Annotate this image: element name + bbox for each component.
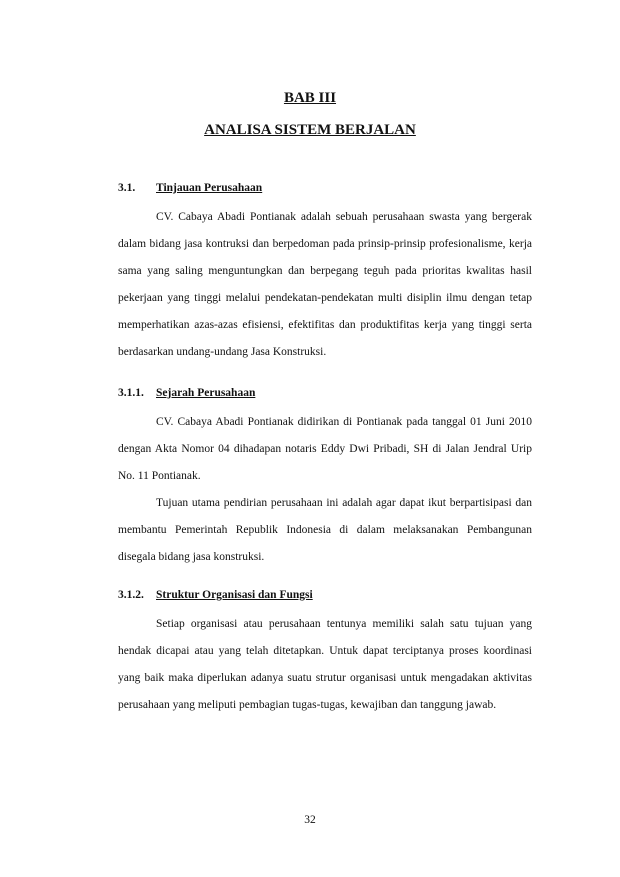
section-title: Struktur Organisasi dan Fungsi [156,589,313,601]
section-number: 3.1. [118,182,136,194]
paragraph: CV. Cabaya Abadi Pontianak adalah sebuah perusahaan swasta yang bergerak dalam bidang jasa kontruksi dan berpedoman pada prinsip-prinsip profesionalisme, kerja sama yang saling menguntungkan dan berpegang teguh pada prioritas kwalitas hasil pekerjaan yang tinggi melalui pendekatan-pendekatan multi disiplin ilmu dengan tetap memperhatikan azas-azas efisiensi, efektifitas dan produktifitas kerja yang tinggi serta berdasarkan undang-undang Jasa Konstruksi. [118,211,532,358]
section-number: 3.1.1. [118,387,144,399]
paragraph: Setiap organisasi atau perusahaan tentunya memiliki salah satu tujuan yang hendak dicapai atau yang telah ditetapkan. Untuk dapat terciptanya proses koordinasi yang baik maka diperlukan adanya suatu strutur organisasi untuk mengadakan aktivitas perusahaan yang meliputi pembagian tugas-tugas, kewajiban dan tanggung jawab. [118,618,532,711]
section-number: 3.1.2. [118,589,144,601]
page-number: 32 [304,814,316,826]
section-title: Tinjauan Perusahaan [156,182,263,194]
paragraph: CV. Cabaya Abadi Pontianak didirikan di Pontianak pada tanggal 01 Juni 2010 dengan Akta Nomor 04 dihadapan notaris Eddy Dwi Pribadi, SH di Jalan Jendral Urip No. 11 Pontianak. [118,416,532,482]
chapter-title: ANALISA SISTEM BERJALAN [204,122,416,138]
chapter-label: BAB III [283,90,337,106]
paragraph: Tujuan utama pendirian perusahaan ini adalah agar dapat ikut berpartisipasi dan membantu Pemerintah Republik Indonesia di dalam melaksanakan Pembangunan disegala bidang jasa konstruksi. [118,497,532,563]
section-title: Sejarah Perusahaan [156,387,256,399]
